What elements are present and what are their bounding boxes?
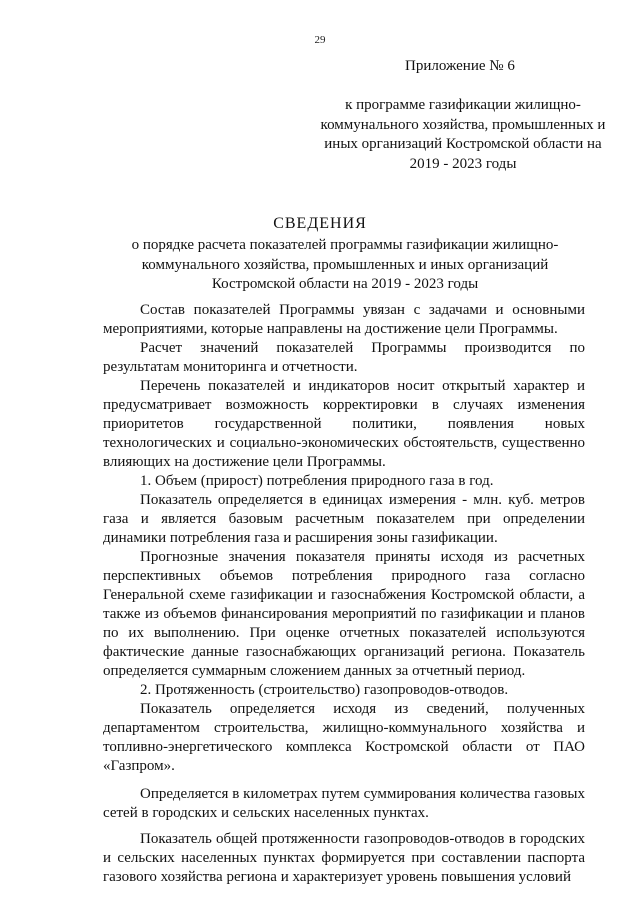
paragraph: Перечень показателей и индикаторов носит открытый характер и предусматривает возможность корректировки в случаях изменения приоритетов государственной политики, появления новых технологических и социально-экономических обстоятельств, существенно влияющих на достижение цели Программы. bbox=[103, 378, 585, 470]
paragraph: Показатель общей протяженности газопроводов-отводов в городских и сельских населенных пунктах формируется при составлении паспорта газового хозяйства региона и характеризует уровень повышения условий bbox=[103, 831, 585, 885]
appendix-title: Приложение № 6 bbox=[405, 58, 515, 74]
paragraph: Прогнозные значения показателя приняты исходя из расчетных перспективных объемов потребления природного газа согласно Генеральной схеме газификации и газоснабжения Костромской области, а также из объемов финансирования мероприятий по газификации и планов по их выполнению. При оценке отчетных показателей используются фактические данные газоснабжающих организаций региона. Показатель определяется суммарным сложением данных за отчетный период. bbox=[103, 549, 585, 679]
section-heading: 2. Протяженность (строительство) газопроводов-отводов. bbox=[140, 682, 509, 698]
document-body bbox=[103, 301, 585, 887]
document-subheading: о порядке расчета показателей программы газификации жилищно-коммунального хозяйства, промышленных и иных организаций Костромской области на 2019 - 2023 годы bbox=[131, 237, 559, 292]
paragraph: Определяется в километрах путем суммирования количества газовых сетей в городских и сельских населенных пунктах. bbox=[103, 786, 585, 821]
appendix-reference: к программе газификации жилищно-коммунального хозяйства, промышленных и иных организаций Костромской области на 2019 - 2023 годы bbox=[320, 97, 606, 172]
paragraph: Показатель определяется в единицах измерения - млн. куб. метров газа и является базовым расчетным показателем при определении динамики потребления газа и расширения зоны газификации. bbox=[103, 492, 585, 546]
section-heading: 1. Объем (прирост) потребления природного газа в год. bbox=[140, 473, 494, 489]
paragraph: Расчет значений показателей Программы производится по результатам мониторинга и отчетности. bbox=[103, 340, 585, 375]
paragraph: Состав показателей Программы увязан с задачами и основными мероприятиями, которые направлены на достижение цели Программы. bbox=[103, 302, 585, 337]
document-heading: СВЕДЕНИЯ bbox=[273, 215, 367, 232]
page-number: 29 bbox=[314, 34, 326, 46]
paragraph: Показатель определяется исходя из сведений, полученных департаментом строительства, жилищно-коммунального хозяйства и топливно-энергетического комплекса Костромской области от ПАО «Газпром». bbox=[103, 701, 585, 774]
